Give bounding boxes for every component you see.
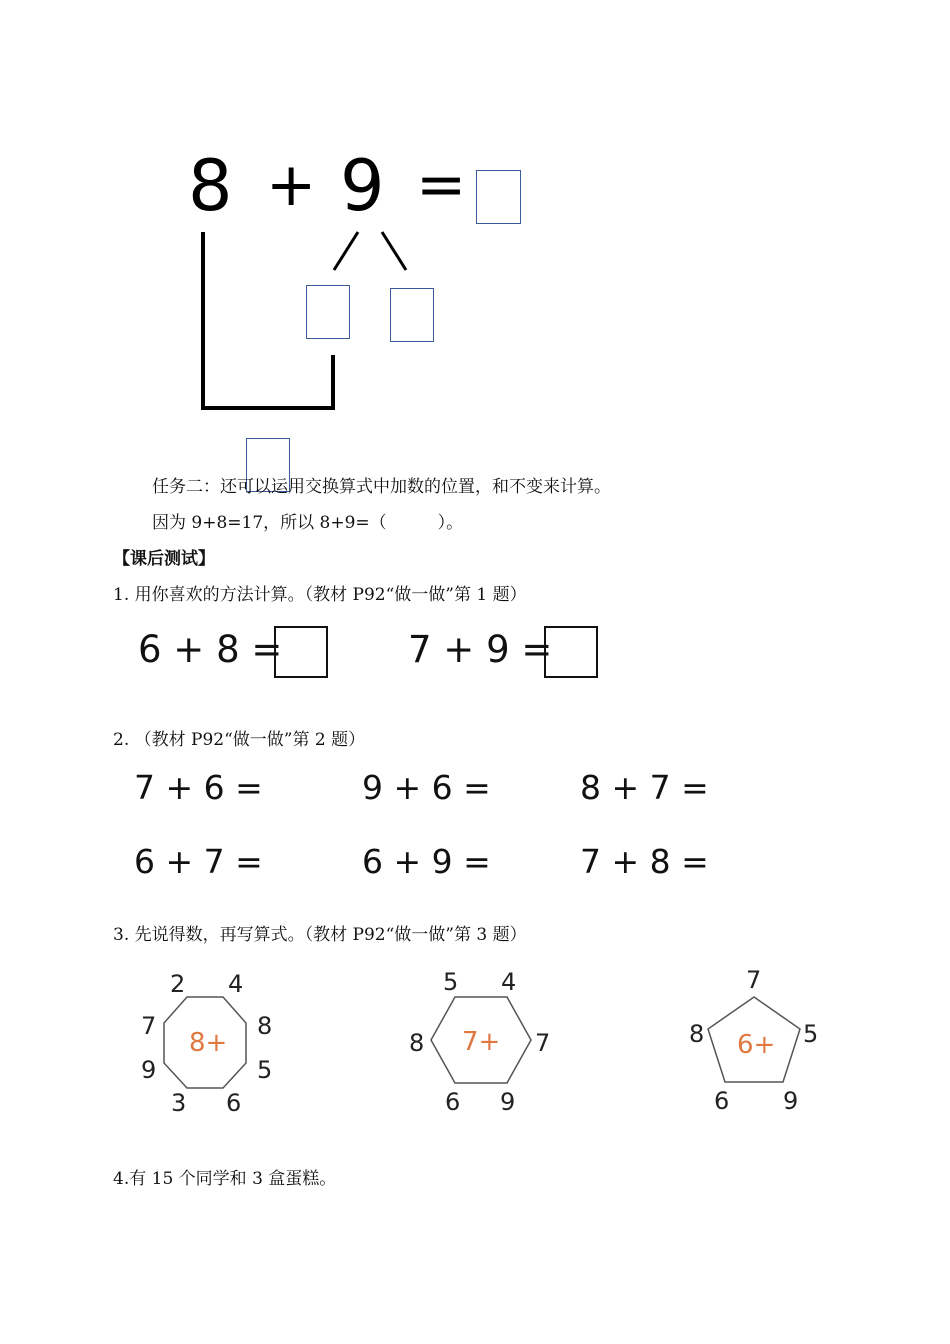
octagon-center: 8+ [189,1028,228,1058]
q1-eq2: 7 + 9 = [408,628,553,671]
decomposition-diagram [0,0,950,480]
split-box-1[interactable] [306,285,350,339]
octagon-num: 2 [170,970,186,998]
q2-r2c1: 6 + 7 = [134,842,263,881]
octagon-num: 5 [257,1056,273,1084]
split-box-2[interactable] [390,288,434,342]
hexagon-num: 8 [409,1029,425,1057]
pentagon-num: 8 [689,1020,705,1048]
hexagon-center: 7+ [462,1027,501,1057]
addend-8: 8 [188,145,233,227]
hexagon-num: 4 [501,968,517,996]
octagon-num: 6 [226,1089,242,1117]
hexagon-num: 7 [535,1029,551,1057]
section-title: 【课后测试】 [113,549,215,569]
q2-title: 2. （教材 P92“做一做”第 2 题） [113,730,366,750]
octagon-num: 7 [141,1012,157,1040]
task-two-line2: 因为 9+8=17，所以 8+9=（ ）。 [152,513,464,533]
q2-r1c1: 7 + 6 = [134,768,263,807]
q4-title: 4.有 15 个同学和 3 盒蛋糕。 [113,1169,337,1189]
hexagon-num: 5 [443,968,459,996]
q1-answer-box-2[interactable] [544,626,598,678]
q1-answer-box-1[interactable] [274,626,328,678]
hexagon-num: 9 [500,1088,516,1116]
hexagon-num: 6 [445,1088,461,1116]
split-line-left [334,232,358,270]
q1-title: 1. 用你喜欢的方法计算。（教材 P92“做一做”第 1 题） [113,585,527,605]
q1-eq1: 6 + 8 = [138,628,283,671]
plus-sign: + [266,150,317,220]
q2-r1c2: 9 + 6 = [362,768,491,807]
q2-r2c2: 6 + 9 = [362,842,491,881]
split-line-right [382,232,406,270]
task-two-line1: 任务二：还可以运用交换算式中加数的位置，和不变来计算。 [152,477,611,497]
q3-title: 3. 先说得数，再写算式。（教材 P92“做一做”第 3 题） [113,925,527,945]
octagon-num: 4 [228,970,244,998]
octagon-num: 9 [141,1056,157,1084]
pentagon-num: 9 [783,1087,799,1115]
q2-r1c3: 8 + 7 = [580,768,709,807]
pentagon-num: 5 [803,1020,819,1048]
octagon-num: 3 [171,1089,187,1117]
octagon-num: 8 [257,1012,273,1040]
equals-sign: = [416,150,467,220]
pentagon-center: 6+ [737,1030,776,1060]
addend-9: 9 [340,145,385,227]
q2-r2c3: 7 + 8 = [580,842,709,881]
pentagon-num: 6 [714,1087,730,1115]
pentagon-num: 7 [746,966,762,994]
